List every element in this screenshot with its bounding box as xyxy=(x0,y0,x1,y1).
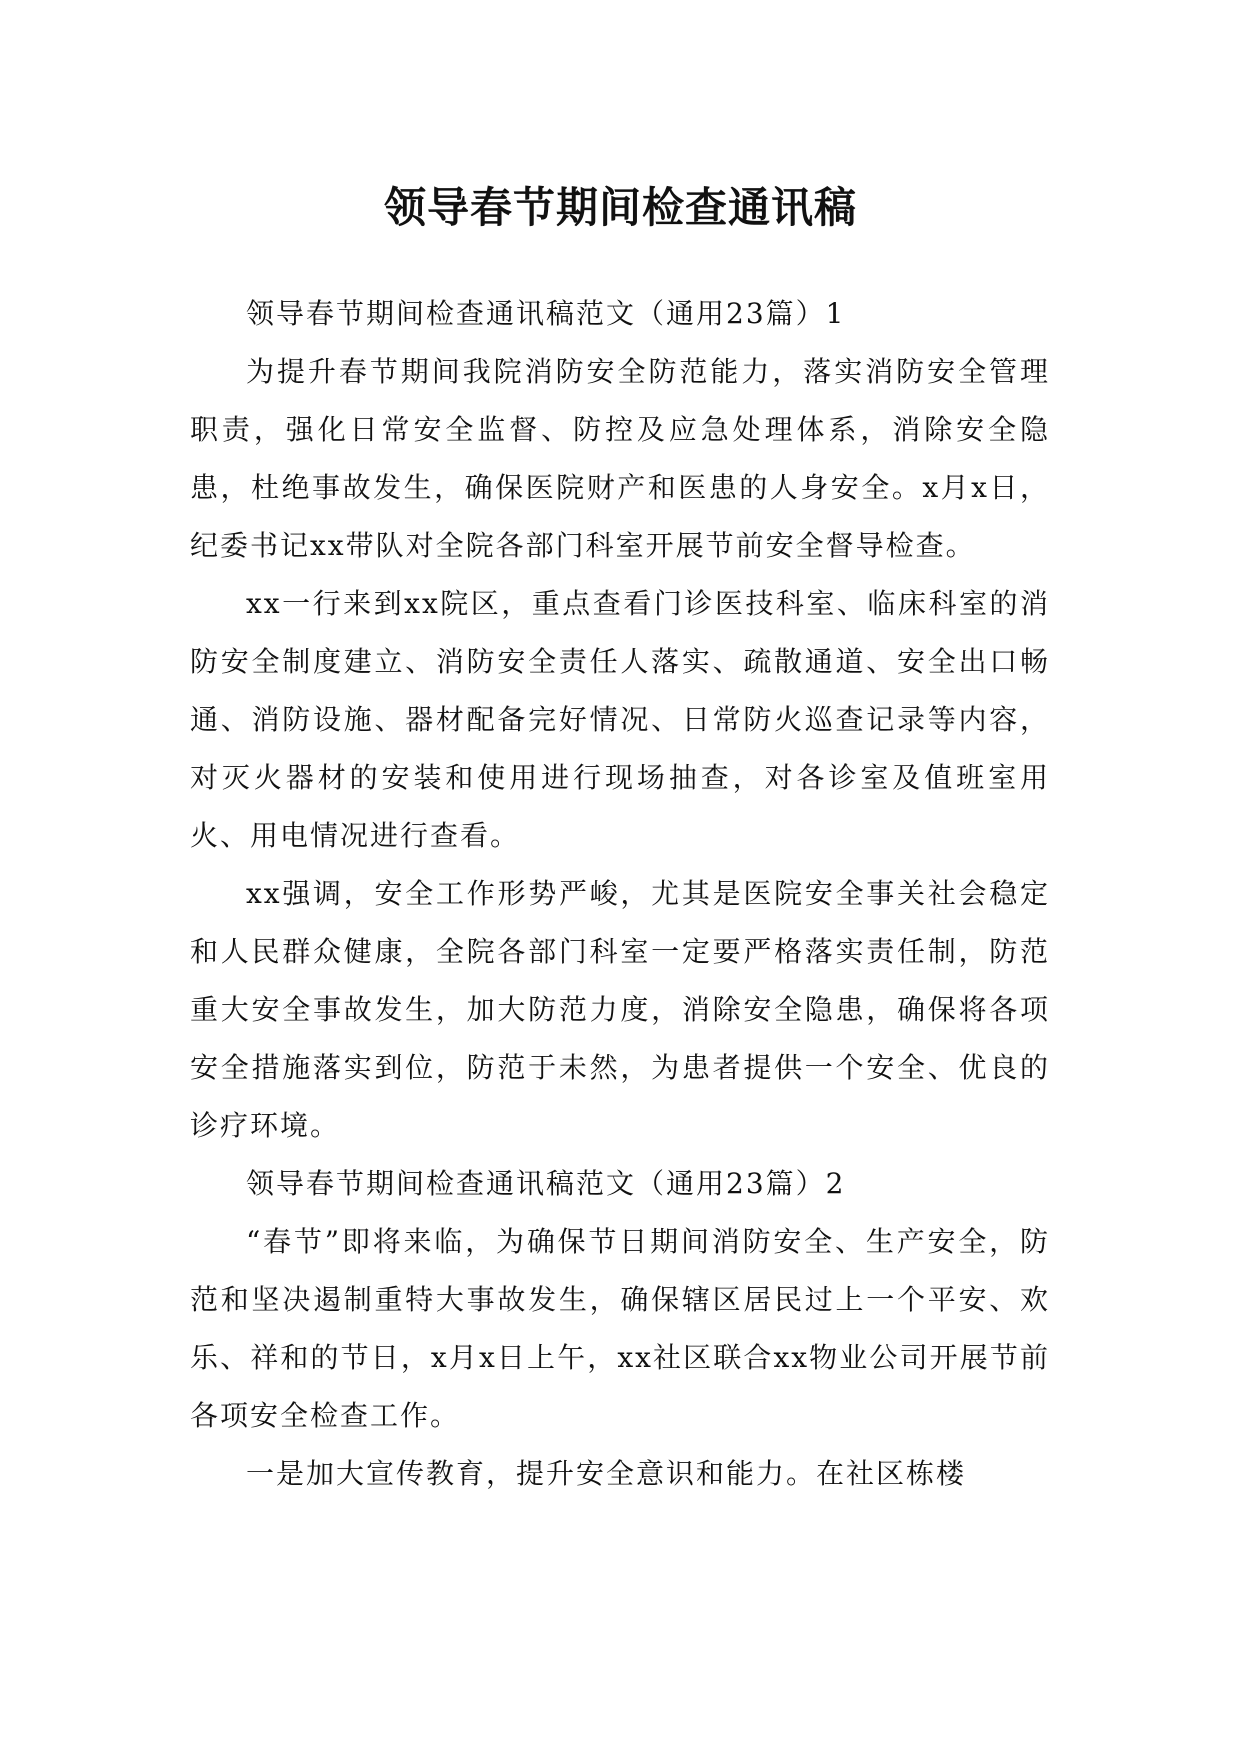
section-heading-1: 领导春节期间检查通讯稿范文（通用23篇）1 xyxy=(246,297,846,330)
document-body xyxy=(190,285,1050,1503)
body-paragraph: 一是加大宣传教育，提升安全意识和能力。在社区栋楼 xyxy=(246,1457,967,1490)
body-paragraph: 为提升春节期间我院消防安全防范能力，落实消防安全管理职责，强化日常安全监督、防控及应急处理体系，消除安全隐患，杜绝事故发生，确保医院财产和医患的人身安全。x月x日，纪委书记xx带队对全院各部门科室开展节前安全督导检查。 xyxy=(190,355,1050,562)
body-paragraph: xx强调，安全工作形势严峻，尤其是医院安全事关社会稳定和人民群众健康，全院各部门科室一定要严格落实责任制，防范重大安全事故发生，加大防范力度，消除安全隐患，确保将各项安全措施落实到位，防范于未然，为患者提供一个安全、优良的诊疗环境。 xyxy=(190,877,1050,1142)
body-paragraph: xx一行来到xx院区，重点查看门诊医技科室、临床科室的消防安全制度建立、消防安全责任人落实、疏散通道、安全出口畅通、消防设施、器材配备完好情况、日常防火巡查记录等内容，对灭火器材的安装和使用进行现场抽查，对各诊室及值班室用火、用电情况进行查看。 xyxy=(190,587,1050,852)
section-heading-2: 领导春节期间检查通讯稿范文（通用23篇）2 xyxy=(246,1167,846,1200)
document-title: 领导春节期间检查通讯稿 xyxy=(383,183,857,233)
body-paragraph: “春节”即将来临，为确保节日期间消防安全、生产安全，防范和坚决遏制重特大事故发生，确保辖区居民过上一个平安、欢乐、祥和的节日，x月x日上午，xx社区联合xx物业公司开展节前各项安全检查工作。 xyxy=(190,1225,1050,1432)
